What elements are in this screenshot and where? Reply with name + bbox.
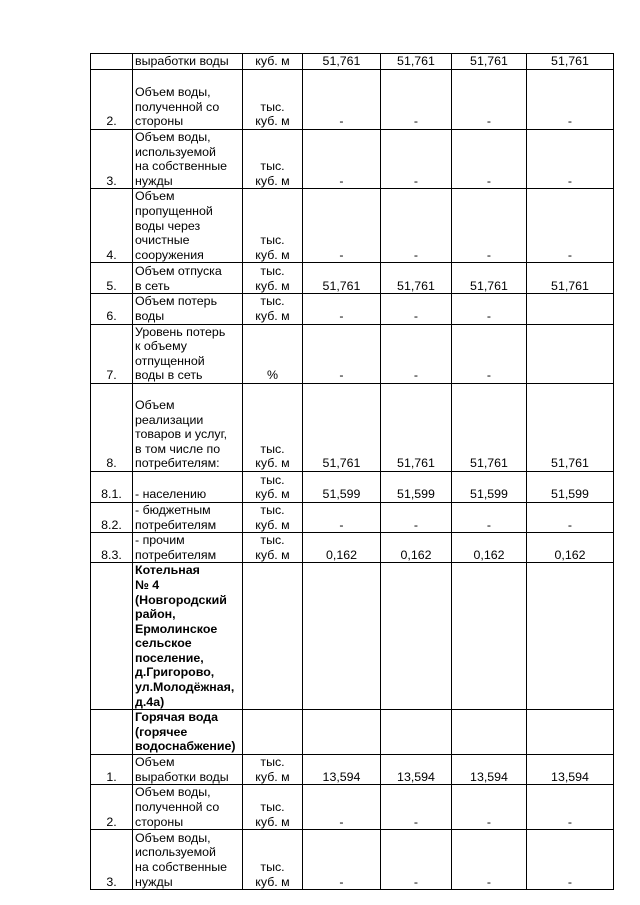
table-row <box>91 54 614 70</box>
row-number: 2. <box>91 70 133 130</box>
row-value-4: - <box>527 785 614 830</box>
row-value-1: - <box>303 502 381 532</box>
row-value-4 <box>527 324 614 383</box>
row-number: 7. <box>91 324 133 383</box>
row-value-4: 0,162 <box>527 533 614 563</box>
row-value-3: - <box>452 324 527 383</box>
row-value-1: 0,162 <box>303 533 381 563</box>
row-value-1: 51,761 <box>303 383 381 471</box>
row-indicator-name: Объем отпуска в сеть <box>133 263 243 294</box>
row-value-1: - <box>303 130 381 189</box>
row-unit: тыс. куб. м <box>243 830 303 890</box>
row-value-1: - <box>303 70 381 130</box>
row-number <box>91 54 133 70</box>
row-indicator-name: Объем воды, используемой на собственные нужды <box>133 130 243 189</box>
row-value-1 <box>303 563 381 710</box>
row-value-1 <box>303 710 381 755</box>
row-indicator-name: - прочим потребителям <box>133 533 243 563</box>
row-number: 2. <box>91 785 133 830</box>
table-row <box>91 755 614 785</box>
row-number: 4. <box>91 189 133 263</box>
row-value-4: 51,761 <box>527 263 614 294</box>
row-value-3: - <box>452 130 527 189</box>
row-value-4 <box>527 563 614 710</box>
row-value-1: 13,594 <box>303 755 381 785</box>
row-indicator-name: Объем выработки воды <box>133 755 243 785</box>
row-value-2: 51,761 <box>381 54 452 70</box>
row-unit: куб. м <box>243 54 303 70</box>
table-row <box>91 324 614 383</box>
table-row-hot-water-title <box>91 710 614 755</box>
row-value-2: - <box>381 785 452 830</box>
row-value-3: - <box>452 785 527 830</box>
boiler-house-title: Котельная № 4 (Новгородский район, Ермолинское сельское поселение, д.Григорово, ул.Молодёжная, д.4а) <box>133 563 243 710</box>
row-unit: тыс. куб. м <box>243 785 303 830</box>
row-value-4: - <box>527 189 614 263</box>
row-unit: % <box>243 324 303 383</box>
row-value-1: 51,761 <box>303 54 381 70</box>
row-value-2: - <box>381 294 452 324</box>
row-value-1: 51,761 <box>303 263 381 294</box>
row-value-2: - <box>381 502 452 532</box>
row-value-2: - <box>381 70 452 130</box>
row-value-3 <box>452 710 527 755</box>
row-value-4: - <box>527 830 614 890</box>
row-number: 8. <box>91 383 133 471</box>
row-number: 8.3. <box>91 533 133 563</box>
row-number: 6. <box>91 294 133 324</box>
row-value-3: - <box>452 830 527 890</box>
row-value-1: - <box>303 830 381 890</box>
table-row <box>91 830 614 890</box>
row-indicator-name: Объем реализации товаров и услуг, в том числе по потребителям: <box>133 383 243 471</box>
row-value-1: 51,599 <box>303 471 381 502</box>
row-value-4: 51,761 <box>527 54 614 70</box>
row-value-2 <box>381 710 452 755</box>
table-row <box>91 533 614 563</box>
row-value-1: - <box>303 785 381 830</box>
tariff-volume-table <box>90 53 614 890</box>
hot-water-title: Горячая вода (горячее водоснабжение) <box>133 710 243 755</box>
row-indicator-name: Объем воды, полученной со стороны <box>133 70 243 130</box>
row-value-3 <box>452 563 527 710</box>
row-unit: тыс. куб. м <box>243 383 303 471</box>
row-indicator-name: Объем потерь воды <box>133 294 243 324</box>
table-row <box>91 502 614 532</box>
table-body-bottom <box>91 755 614 890</box>
row-value-4: 13,594 <box>527 755 614 785</box>
row-value-3: 0,162 <box>452 533 527 563</box>
row-value-3: 51,599 <box>452 471 527 502</box>
table-body-top <box>91 54 614 563</box>
row-indicator-name: - населению <box>133 471 243 502</box>
row-indicator-name: Объем пропущенной воды через очистные сооружения <box>133 189 243 263</box>
row-value-4: 51,599 <box>527 471 614 502</box>
row-value-3: - <box>452 294 527 324</box>
row-unit: тыс. куб. м <box>243 471 303 502</box>
row-number: 8.2. <box>91 502 133 532</box>
row-unit <box>243 710 303 755</box>
row-unit <box>243 563 303 710</box>
row-value-2: 51,599 <box>381 471 452 502</box>
table-row-boiler-title <box>91 563 614 710</box>
row-value-4 <box>527 710 614 755</box>
row-unit: тыс. куб. м <box>243 755 303 785</box>
row-number: 3. <box>91 830 133 890</box>
row-number: 3. <box>91 130 133 189</box>
row-value-3: - <box>452 189 527 263</box>
row-value-3: 13,594 <box>452 755 527 785</box>
row-value-2: 51,761 <box>381 383 452 471</box>
row-value-4: - <box>527 70 614 130</box>
table-row <box>91 130 614 189</box>
row-value-4 <box>527 294 614 324</box>
row-indicator-name: Уровень потерь к объему отпущенной воды в сеть <box>133 324 243 383</box>
row-value-3: - <box>452 70 527 130</box>
row-number: 1. <box>91 755 133 785</box>
table-row <box>91 70 614 130</box>
table-row <box>91 785 614 830</box>
row-value-2: - <box>381 324 452 383</box>
row-number <box>91 563 133 710</box>
row-value-3: - <box>452 502 527 532</box>
table-body-boiler <box>91 563 614 755</box>
row-number: 5. <box>91 263 133 294</box>
row-indicator-name: - бюджетным потребителям <box>133 502 243 532</box>
row-unit: тыс. куб. м <box>243 189 303 263</box>
table-row <box>91 294 614 324</box>
row-value-3: 51,761 <box>452 383 527 471</box>
row-value-1: - <box>303 324 381 383</box>
row-value-2: 51,761 <box>381 263 452 294</box>
row-value-2: - <box>381 130 452 189</box>
table-row <box>91 383 614 471</box>
row-number: 8.1. <box>91 471 133 502</box>
row-value-2: 13,594 <box>381 755 452 785</box>
row-value-2 <box>381 563 452 710</box>
row-value-2: - <box>381 189 452 263</box>
row-value-3: 51,761 <box>452 54 527 70</box>
table-row <box>91 471 614 502</box>
row-value-4: 51,761 <box>527 383 614 471</box>
row-unit: тыс. куб. м <box>243 263 303 294</box>
row-unit: тыс. куб. м <box>243 294 303 324</box>
row-unit: тыс. куб. м <box>243 533 303 563</box>
table-row <box>91 189 614 263</box>
row-indicator-name: выработки воды <box>133 54 243 70</box>
row-value-4: - <box>527 502 614 532</box>
row-unit: тыс. куб. м <box>243 130 303 189</box>
row-value-3: 51,761 <box>452 263 527 294</box>
row-number <box>91 710 133 755</box>
row-value-1: - <box>303 294 381 324</box>
row-value-4: - <box>527 130 614 189</box>
row-unit: тыс. куб. м <box>243 502 303 532</box>
row-value-1: - <box>303 189 381 263</box>
table-row <box>91 263 614 294</box>
row-unit: тыс. куб. м <box>243 70 303 130</box>
row-indicator-name: Объем воды, полученной со стороны <box>133 785 243 830</box>
row-value-2: - <box>381 830 452 890</box>
row-value-2: 0,162 <box>381 533 452 563</box>
row-indicator-name: Объем воды, используемой на собственные нужды <box>133 830 243 890</box>
